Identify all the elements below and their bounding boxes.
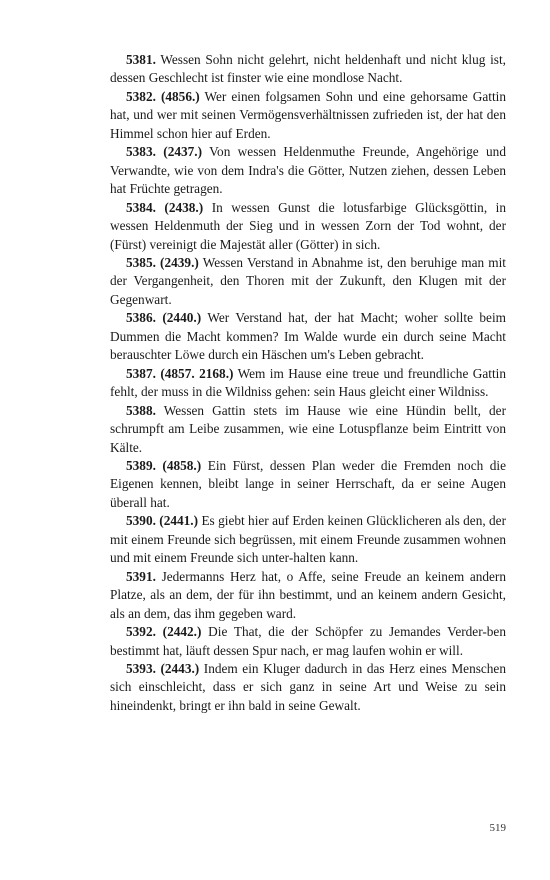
entry-text: Wer einen folgsamen Sohn und eine gehorsame Gattin hat, und wer mit seinen Vermögensverhältnissen zufrieden ist, der hat den Himmel schon hier auf Erden. <box>110 88 506 141</box>
entry-5385 <box>110 254 506 309</box>
entry-number: 5384. (2438.) <box>126 199 204 215</box>
entry-5392 <box>110 623 506 660</box>
entry-5393 <box>110 660 506 715</box>
entry-text: Wem im Hause eine treue und freundliche Gattin fehlt, der muss in die Wildniss gehen: sein Haus gleicht einer Wildniss. <box>110 365 506 400</box>
entry-5381 <box>110 51 506 88</box>
entry-text: Von wessen Heldenmuthe Freunde, Angehörige und Verwandte, wie von dem Indra's die Götter, Nutzen ziehen, dessen Leben hat Früchte getragen. <box>110 144 506 197</box>
entry-number: 5391. <box>126 568 156 584</box>
entry-number: 5383. (2437.) <box>126 144 203 160</box>
entry-5386 <box>110 309 506 364</box>
entry-5382 <box>110 88 506 143</box>
entry-text: Es giebt hier auf Erden keinen Glücklicheren als den, der mit einem Freunde sich begrüssen, mit einem Freunde zusammen wohnen und mit einem Freunde sich unter-halten kann. <box>110 513 507 566</box>
entry-text: Indem ein Kluger dadurch in das Herz eines Menschen sich einschleicht, dass er sich ganz in seine Art und Weise zu sein hineindenkt, bringt er ihn bald in seine Gewalt. <box>110 660 506 713</box>
entry-number: 5381. <box>126 52 156 67</box>
entry-5384 <box>110 199 506 254</box>
entry-text: Ein Fürst, dessen Plan weder die Fremden noch die Eigenen kennen, bleibt lange in seiner Herrschaft, da er seine Augen überall hat. <box>110 457 506 510</box>
entry-number: 5382. (4856.) <box>126 88 200 104</box>
entry-text: Die That, die der Schöpfer zu Jemandes Verder-ben bestimmt hat, läuft dessen Spur nach, er mag laufen wohin er will. <box>110 624 506 658</box>
entry-5383 <box>110 143 506 198</box>
entry-5387 <box>110 365 506 402</box>
page-text <box>110 51 506 715</box>
page-number: 519 <box>489 822 506 834</box>
entry-number: 5387. (4857. 2168.) <box>126 365 234 381</box>
entry-5388 <box>110 402 506 457</box>
entry-number: 5393. (2443.) <box>126 660 200 676</box>
entry-text: Wessen Gattin stets im Hause wie eine Hündin bellt, der schrumpft am Leibe zusammen, wie eine Lotuspflanze beim Eintritt von Kälte. <box>110 402 506 455</box>
entry-number: 5385. (2439.) <box>126 254 199 270</box>
entry-text: Wessen Sohn nicht gelehrt, nicht heldenhaft und nicht klug ist, dessen Geschlecht ist finster wie eine mondlose Nacht. <box>110 52 506 86</box>
entry-number: 5386. (2440.) <box>126 310 202 326</box>
entry-number: 5389. (4858.) <box>126 457 202 473</box>
entry-text: Wer Verstand hat, der hat Macht; woher sollte beim Dummen die Macht kommen? Im Walde wurde ein durch seine Macht berauschter Löwe durch ein Häschen um's Leben gebracht. <box>110 310 506 363</box>
entry-number: 5388. <box>126 402 156 418</box>
entry-5389 <box>110 457 506 512</box>
entry-5391 <box>110 568 506 623</box>
entry-5390 <box>110 512 506 567</box>
entry-number: 5392. (2442.) <box>126 624 202 640</box>
entry-text: Jedermanns Herz hat, o Affe, seine Freude an keinem andern Platze, als an dem, der für ihn bestimmt, und an keinem andern Gesicht, als an dem, das ihm gegeben ward. <box>110 568 507 621</box>
entry-text: In wessen Gunst die lotusfarbige Glücksgöttin, in wessen Heldenmuth der Sieg und in wessen Zorn der Tod wohnt, der (Fürst) vereinigt die Majestät aller (Götter) in sich. <box>110 199 506 252</box>
entry-text: Wessen Verstand in Abnahme ist, den beruhige man mit der Vergangenheit, den Thoren mit der Zukunft, den Klugen mit der Gegenwart. <box>110 254 506 307</box>
entry-number: 5390. (2441.) <box>126 513 199 529</box>
